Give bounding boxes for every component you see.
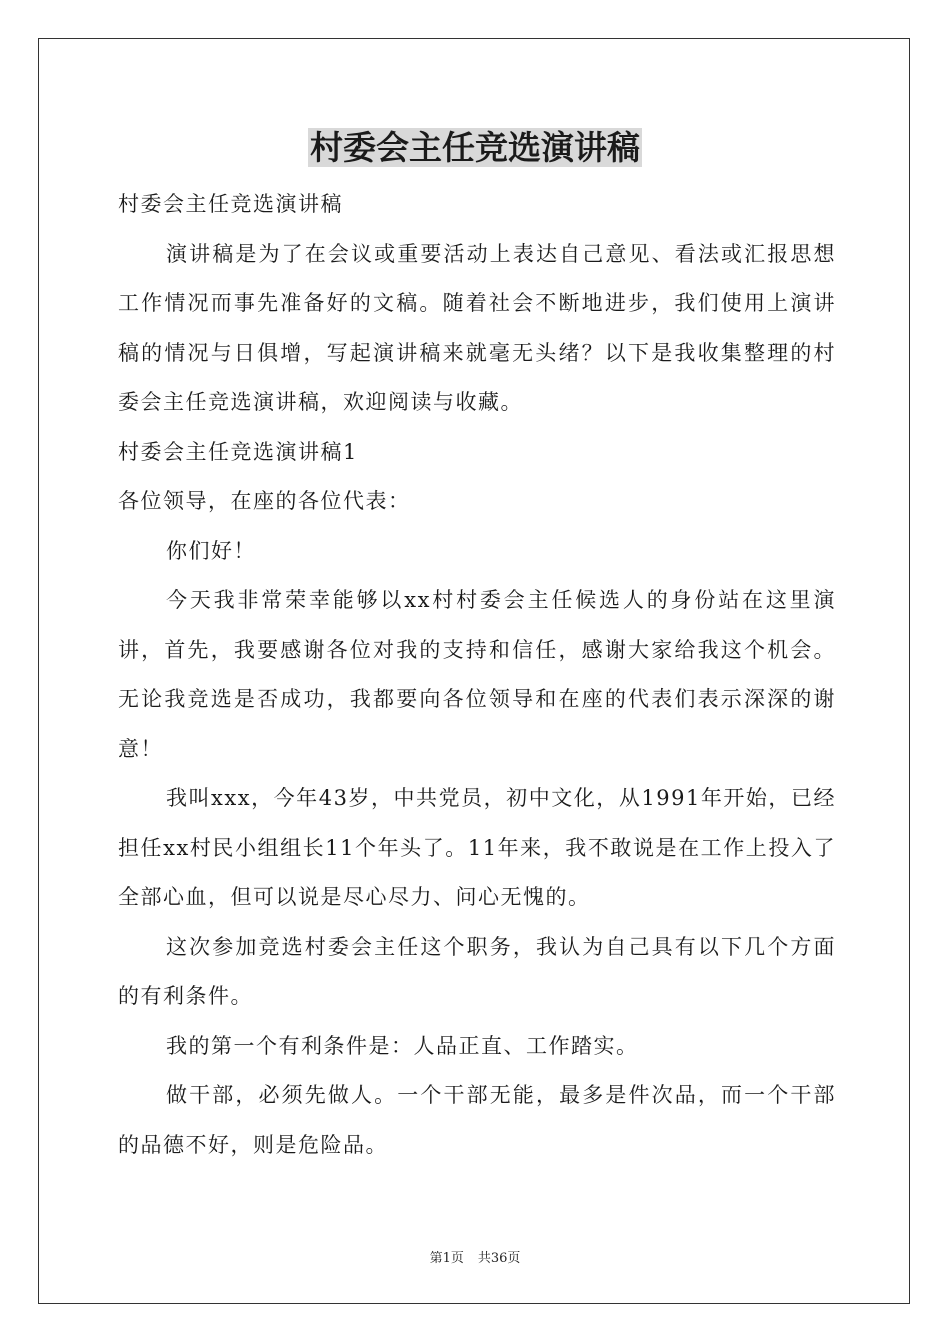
paragraph: 我的第一个有利条件是：人品正直、工作踏实。 [166,1033,639,1058]
paragraph: 今天我非常荣幸能够以xx村村委会主任候选人的身份站在这里演讲，首先，我要感谢各位对我的支持和信任，感谢大家给我这个机会。无论我竞选是否成功，我都要向各位领导和在座的代表们表示深深的谢意！ [118,588,836,761]
page-total: 共36页 [477,1251,521,1266]
paragraph: 做干部，必须先做人。一个干部无能，最多是件次品，而一个干部的品德不好，则是危险品。 [118,1083,836,1157]
paragraph: 各位领导，在座的各位代表： [118,489,411,513]
paragraph: 你们好！ [166,538,256,563]
paragraph: 这次参加竞选村委会主任这个职务，我认为自己具有以下几个方面的有利条件。 [118,934,836,1008]
page-footer [0,1247,950,1266]
document-body [118,180,836,1170]
page-number: 第1页 [429,1251,464,1266]
paragraph: 演讲稿是为了在会议或重要活动上表达自己意见、看法或汇报思想工作情况而事先准备好的文稿。随着社会不断地进步，我们使用上演讲稿的情况与日俱增，写起演讲稿来就毫无头绪？以下是我收集整理的村委会主任竞选演讲稿，欢迎阅读与收藏。 [118,241,836,414]
paragraph: 我叫xxx，今年43岁，中共党员，初中文化，从1991年开始，已经担任xx村民小组组长11个年头了。11年来，我不敢说是在工作上投入了全部心血，但可以说是尽心尽力、问心无愧的。 [118,786,836,909]
paragraph: 村委会主任竞选演讲稿1 [118,439,358,464]
document-title [0,126,950,170]
paragraph: 村委会主任竞选演讲稿 [118,192,343,216]
document-title-text: 村委会主任竞选演讲稿 [310,128,640,167]
